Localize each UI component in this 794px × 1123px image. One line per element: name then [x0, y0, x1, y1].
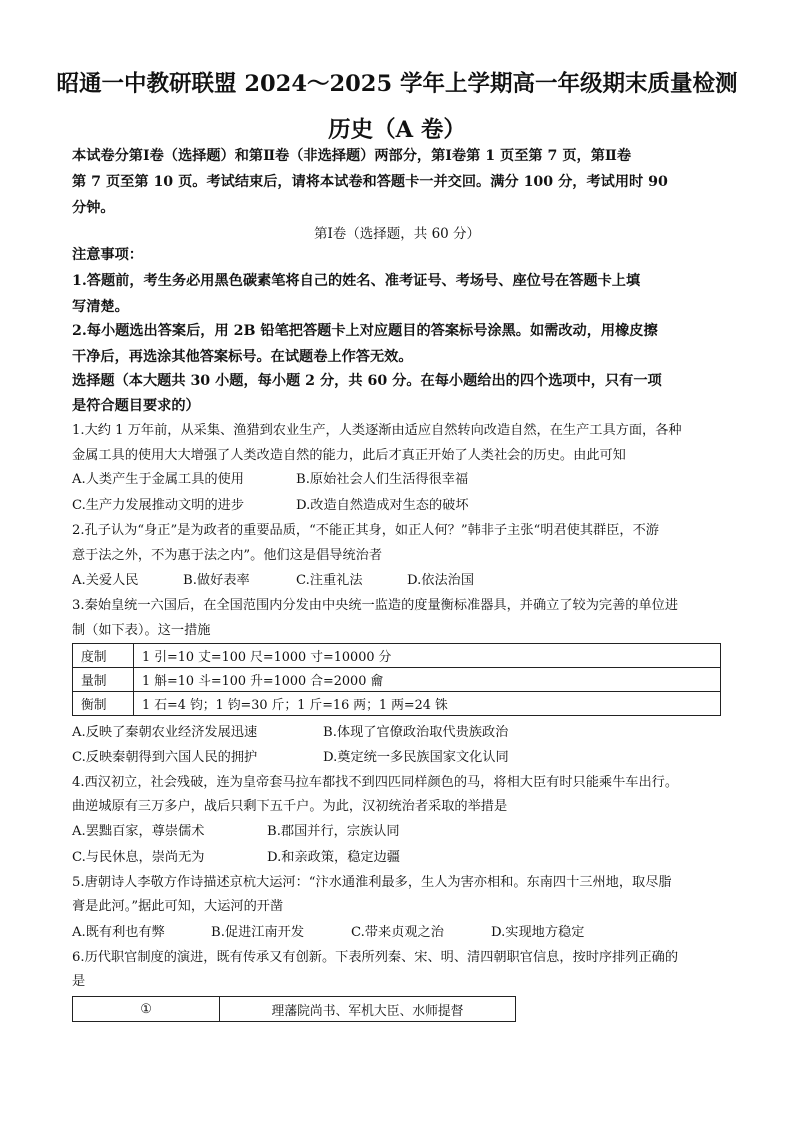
option-c: C.生产力发展推动文明的进步 — [72, 498, 245, 513]
question-stem: 4.西汉初立，社会残破，连为皇帝套马拉车都找不到四匹同样颜色的马，将相大臣有时只能乘牛车出行。 — [72, 775, 679, 790]
table-row — [73, 997, 516, 1022]
option-a: A.罢黜百家，尊崇儒术 — [72, 824, 205, 839]
table-cell-label: 度制 — [73, 644, 134, 668]
intro-line: 第 7 页至第 10 页。考试结束后，请将本试卷和答题卡一并交回。满分 100 分，考试用时 90 — [72, 174, 668, 190]
officials-table — [72, 996, 516, 1022]
option-a: A.人类产生于金属工具的使用 — [72, 472, 244, 487]
option-d: D.实现地方稳定 — [491, 925, 585, 940]
table-row — [73, 668, 721, 692]
table-row — [73, 692, 721, 716]
option-a: A.反映了秦朝农业经济发展迅速 — [72, 725, 258, 740]
table-cell-value: 1 石=4 钧；1 钧=30 斤；1 斤=16 两；1 两=24 铢 — [134, 692, 721, 716]
exam-subtitle: 历史（A 卷） — [328, 117, 466, 143]
option-b: B.郡国并行，宗族认同 — [267, 824, 400, 839]
table-cell-value: 理藩院尚书、军机大臣、水师提督 — [220, 997, 516, 1022]
notes-heading: 注意事项： — [72, 247, 143, 263]
table-row — [73, 644, 721, 668]
intro-line: 本试卷分第Ⅰ卷（选择题）和第Ⅱ卷（非选择题）两部分，第Ⅰ卷第 1 页至第 7 页，第Ⅱ卷 — [72, 148, 632, 164]
option-b: B.促进江南开发 — [211, 925, 305, 940]
mc-instructions: 是符合题目要求的） — [72, 398, 200, 414]
question-stem: 制（如下表）。这一措施 — [72, 623, 211, 638]
section-title: 第Ⅰ卷（选择题，共 60 分） — [313, 226, 481, 242]
table-cell-value: 1 斛=10 斗=100 升=1000 合=2000 龠 — [134, 668, 721, 692]
option-d: D.奠定统一多民族国家文化认同 — [323, 750, 509, 765]
notes-line: 干净后，再选涂其他答案标号。在试题卷上作答无效。 — [72, 349, 413, 365]
question-stem: 5.唐朝诗人李敬方作诗描述京杭大运河：“汴水通淮利最多，生人为害亦相和。东南四十三州地，取尽脂 — [72, 875, 672, 890]
option-c: C.注重礼法 — [296, 573, 363, 588]
table-cell-label: ① — [73, 997, 220, 1022]
table-cell-value: 1 引=10 丈=100 尺=1000 寸=10000 分 — [134, 644, 721, 668]
question-stem: 6.历代职官制度的演进，既有传承又有创新。下表所列秦、宋、明、清四朝职官信息，按时序排列正确的 — [72, 950, 679, 965]
question-stem: 金属工具的使用大大增强了人类改造自然的能力，此后才真正开始了人类社会的历史。由此可知 — [72, 448, 626, 463]
question-stem: 2.孔子认为“身正”是为政者的重要品质，“不能正其身，如正人何？”韩非子主张“明君使其群臣，不游 — [72, 523, 659, 538]
mc-instructions: 选择题（本大题共 30 小题，每小题 2 分，共 60 分。在每小题给出的四个选项中，只有一项 — [72, 373, 662, 389]
option-b: B.原始社会人们生活得很幸福 — [296, 472, 469, 487]
question-stem: 3.秦始皇统一六国后，在全国范围内分发由中央统一监造的度量衡标准器具，并确立了较为完善的单位进 — [72, 598, 679, 613]
option-d: D.依法治国 — [407, 573, 475, 588]
option-a: A.关爱人民 — [72, 573, 139, 588]
table-cell-label: 衡制 — [73, 692, 134, 716]
option-c: C.与民休息，崇尚无为 — [72, 850, 205, 865]
question-stem: 意于法之外，不为惠于法之内”。他们这是倡导统治者 — [72, 548, 383, 563]
option-d: D.改造自然造成对生态的破坏 — [296, 498, 469, 513]
notes-line: 写清楚。 — [72, 299, 129, 315]
notes-line: 1.答题前，考生务必用黑色碳素笔将自己的姓名、准考证号、考场号、座位号在答题卡上填 — [72, 273, 641, 289]
measurement-table — [72, 643, 721, 716]
question-stem: 是 — [72, 974, 86, 989]
intro-line: 分钟。 — [72, 200, 115, 216]
option-a: A.既有利也有弊 — [72, 925, 165, 940]
option-b: B.体现了官僚政治取代贵族政治 — [323, 725, 509, 740]
option-c: C.带来贞观之治 — [351, 925, 444, 940]
question-stem: 膏是此河。”据此可知，大运河的开凿 — [72, 899, 284, 914]
option-d: D.和亲政策，稳定边疆 — [267, 850, 400, 865]
option-c: C.反映秦朝得到六国人民的拥护 — [72, 750, 258, 765]
exam-title: 昭通一中教研联盟 2024～2025 学年上学期高一年级期末质量检测 — [56, 71, 738, 97]
question-stem: 1.大约 1 万年前，从采集、渔猎到农业生产，人类逐渐由适应自然转向改造自然，在生产工具方面，各种 — [72, 423, 682, 438]
option-b: B.做好表率 — [183, 573, 250, 588]
notes-line: 2.每小题选出答案后，用 2B 铅笔把答题卡上对应题目的答案标号涂黑。如需改动，用橡皮擦 — [72, 323, 658, 339]
table-cell-label: 量制 — [73, 668, 134, 692]
question-stem: 曲逆城原有三万多户，战后只剩下五千户。为此，汉初统治者采取的举措是 — [72, 799, 508, 814]
